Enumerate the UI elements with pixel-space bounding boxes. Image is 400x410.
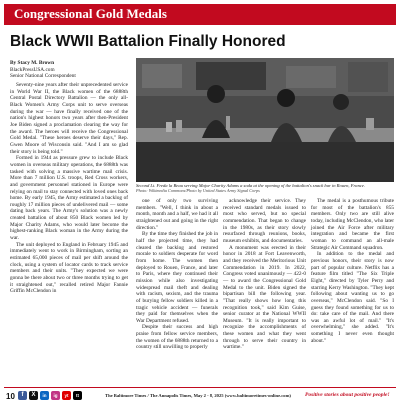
paragraph: Seventy-nine years after their unprecedented service in World War II, the Black women of the 6888th Central Postal Directory Battalion — the only all-Black Women's Army Corps unit to serve overseas during the war — have finally received one of the nation's highest honors two years after then-President Joe Biden signed a proclamation clearing the way for the award. The heroes will receive the Congressional Gold Medal. "These heroes deserve their days," Rep. Gwen Moore of Wisconsin said. "And I am so glad their story is being told." <box>10 82 128 155</box>
article-column-1 <box>10 82 128 387</box>
x-icon[interactable]: X <box>29 391 38 400</box>
paragraph: The unit deployed to England in February 1945 and immediately went to work in Birmingham, sorting an estimated 65,000 pieces of mail per shift around the clock, using a system of locator cards to track service members and their units. "They expected we were gonna be there about two or three months trying to get it straightened out," recalled retired Major Fannie Griffin McClendon in <box>10 241 128 295</box>
section-title: Congressional Gold Medals <box>14 6 167 21</box>
paragraph: Despite their success and high praise from fellow service members, the women of the 6888th returned to a country still unwilling to properly <box>136 324 218 351</box>
paragraph: one of only two surviving members. "Well, I think in about a month, month and a half, we had it all straightened out and going in the right direction." <box>136 198 218 231</box>
article-photo <box>136 58 394 182</box>
facebook-icon[interactable]: f <box>18 391 27 400</box>
tagline: Positive stories about positive people! <box>305 392 390 398</box>
instagram-icon[interactable]: ig <box>51 391 60 400</box>
article-column-3 <box>223 198 306 383</box>
photo-credit: Photo: Wikimedia Commons/Photo by United States Army Signal Corps <box>136 188 260 193</box>
headline: Black WWII Battalion Finally Honored <box>10 33 286 50</box>
youtube-icon[interactable]: yt <box>62 391 71 400</box>
photo-caption: Second Lt. Freda la Beau serving Major Charity Adams a soda at the opening of the battalion's snack bar in Rouen, France. <box>136 183 366 188</box>
paragraph: acknowledge their service. They received standard medals issued to most who served, but no special commendation. That began to change in the 1980s, as their story slowly resurfaced through reunions, books, museum exhibits, and documentaries. <box>223 198 306 244</box>
byline <box>10 60 128 80</box>
byline-role: Senior National Correspondent <box>10 73 76 80</box>
footer-divider <box>4 387 396 388</box>
page-number: 10 <box>6 392 15 401</box>
linkedin-icon[interactable]: in <box>40 391 49 400</box>
publication-info: The Baltimore Times / The Annapolis Times, May 2 - 8, 2025 (www.baltimoretimes-online.com) <box>105 393 291 398</box>
paragraph: In addition to the medal and previous honors, their story is now part of popular culture. Netflix has a feature film titled "The Six Triple Eight," directed by Tyler Perry and starring Kerry Washington. "They kept following about wanting us to go overseas," McClendon said. "So I guess they found something for us to do: take care of the mail. And there was an awful lot of mail." "It's overwhelming," she added. "It's something I never even thought about." <box>311 251 394 344</box>
tiktok-icon[interactable]: tt <box>73 391 82 400</box>
section-banner <box>4 4 396 25</box>
paragraph: Formed in 1944 as pressure grew to include Black women in overseas military operations, the 6888th was tasked with solving a massive wartime mail crisis. More than 7 million U.S. troops, Red Cross workers, and government personnel stationed in Europe were relying on mail to stay connected with loved ones back home. By early 1945, the Army estimated a backlog of roughly 17 million pieces of undelivered mail — some dating back years. The Army's solution was a newly created battalion of about 850 Black women led by Major Charity Adams, who would later become the highest-ranking Black woman in the Army during the war. <box>10 155 128 242</box>
paragraph: By the time they finished the job in half the projected time, they had cleared the backlog and restored morale to soldiers desperate for word from home. The women then deployed to Rouen, France, and later to Paris, where they continued their mission while also investigating widespread mail theft and dealing with racism, sexism, and the trauma of burying fellow soldiers killed in a tragic vehicle accident — funerals they paid for themselves when the War Department refused. <box>136 231 218 324</box>
byline-outlet: BlackPressUSA.com <box>10 66 55 73</box>
paragraph: The medal is a posthumous tribute for most of the battalion's 855 members. Only two are still alive today, including McClendon, who later joined the Air Force after military integration and became the first woman to command an all-male Strategic Air Command squadron. <box>311 198 394 251</box>
article-column-4 <box>311 198 394 383</box>
social-links <box>18 391 82 400</box>
photo-illustration <box>136 58 394 182</box>
byline-author: By Stacy M. Brown <box>10 60 55 66</box>
article-column-2 <box>136 198 218 383</box>
paragraph: A monument was erected in their honor in 2018 at Fort Leavenworth, and they received the Meritorious Unit Commendation in 2019. In 2022, Congress voted unanimously — 422-0 — to award the Congressional Gold Medal to the unit. Biden signed the bipartisan bill the following year. "That really shows how long this recognition took," said Kim Guise, senior curator at the National WWII Museum. "It is really important to recognize the accomplishments of these women and what they went through to serve their country in wartime." <box>223 244 306 351</box>
